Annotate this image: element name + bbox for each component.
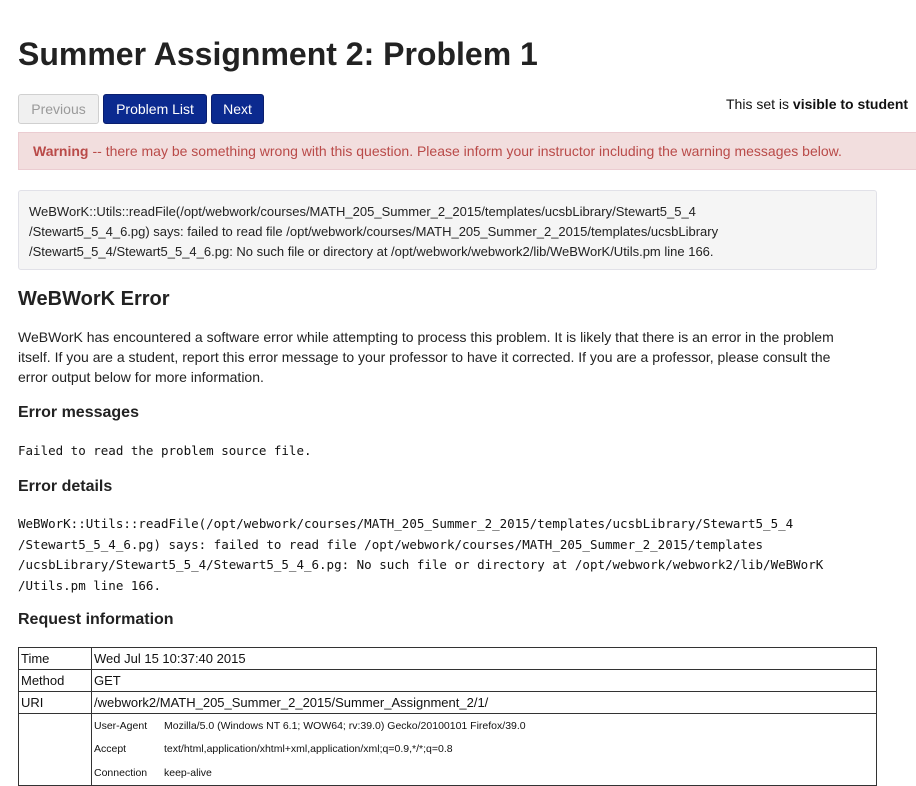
error-intro-line: itself. If you are a student, report this error message to your professor to have it corrected. If you are a professor, please consult the	[18, 349, 831, 365]
request-info-heading: Request information	[18, 611, 174, 628]
header-row	[94, 761, 874, 785]
header-key: Connection	[94, 766, 148, 779]
error-details-line: /Stewart5_5_4_6.pg) says: failed to read file /opt/webwork/courses/MATH_205_Summer_2_2015/templates	[18, 536, 764, 552]
error-intro	[18, 327, 878, 387]
table-row	[19, 714, 877, 786]
warning-message-line: /Stewart5_5_4_6.pg) says: failed to read file /opt/webwork/courses/MATH_205_Summer_2_2015/templates/ucsbLibrary	[29, 224, 719, 239]
request-key: URI	[19, 692, 92, 714]
header-value: Mozilla/5.0 (Windows NT 6.1; WOW64; rv:39.0) Gecko/20100101 Firefox/39.0	[164, 719, 526, 732]
warning-message-box	[18, 190, 877, 270]
request-value: Wed Jul 15 10:37:40 2015	[92, 648, 877, 670]
header-key: Accept	[94, 743, 127, 756]
error-heading: WeBWorK Error	[18, 288, 170, 310]
error-messages-heading: Error messages	[18, 404, 139, 421]
error-intro-line: error output below for more information.	[18, 369, 264, 385]
warning-text: -- there may be something wrong with this question. Please inform your instructor including the warning messages below.	[92, 143, 842, 159]
error-details-heading: Error details	[18, 478, 113, 495]
error-details-line: /Utils.pm line 166.	[18, 577, 161, 593]
table-row	[19, 670, 877, 692]
request-value: /webwork2/MATH_205_Summer_2_2015/Summer_Assignment_2/1/	[92, 692, 877, 714]
error-intro-line: WeBWorK has encountered a software error while attempting to process this problem. It is likely that there is an error in the problem	[18, 329, 834, 345]
request-key: Method	[19, 670, 92, 692]
page-title: Summer Assignment 2: Problem 1	[18, 36, 538, 72]
error-details-line: WeBWorK::Utils::readFile(/opt/webwork/courses/MATH_205_Summer_2_2015/templates/ucsbLibrary/Stewart5_5_4	[18, 516, 794, 531]
request-headers	[94, 714, 874, 785]
header-row	[94, 738, 874, 762]
set-visibility-notice	[726, 96, 908, 112]
visibility-prefix: This set is	[726, 96, 790, 112]
table-row	[19, 648, 877, 670]
error-message-text: Failed to read the problem source file.	[18, 443, 312, 458]
next-button[interactable]: Next	[211, 94, 264, 124]
previous-button[interactable]: Previous	[18, 94, 99, 124]
request-key-empty	[19, 714, 92, 786]
request-info-table	[18, 647, 877, 786]
request-headers-cell	[92, 714, 877, 786]
error-details-text	[18, 514, 823, 596]
header-key: User-Agent	[94, 719, 148, 732]
header-value: text/html,application/xhtml+xml,application/xml;q=0.9,*/*;q=0.8	[164, 743, 453, 756]
warning-message-line: WeBWorK::Utils::readFile(/opt/webwork/courses/MATH_205_Summer_2_2015/templates/ucsbLibrary/Stewart5_5_4	[29, 204, 696, 219]
error-details-line: /ucsbLibrary/Stewart5_5_4/Stewart5_5_4_6.pg: No such file or directory at /opt/webwork/webwork2/lib/WeBWorK	[18, 557, 824, 572]
problem-list-button[interactable]: Problem List	[103, 94, 207, 124]
request-key: Time	[19, 648, 92, 670]
request-value: GET	[92, 670, 877, 692]
table-row	[19, 692, 877, 714]
visibility-status: visible to student	[792, 96, 909, 112]
header-value: keep-alive	[164, 766, 212, 779]
warning-alert	[18, 132, 916, 170]
warning-label: Warning	[33, 143, 89, 159]
warning-message-line: /Stewart5_5_4/Stewart5_5_4_6.pg: No such file or directory at /opt/webwork/webwork2/lib/WeBWorK/Utils.pm line 166.	[29, 244, 714, 259]
header-row	[94, 714, 874, 738]
problem-nav	[18, 94, 264, 124]
